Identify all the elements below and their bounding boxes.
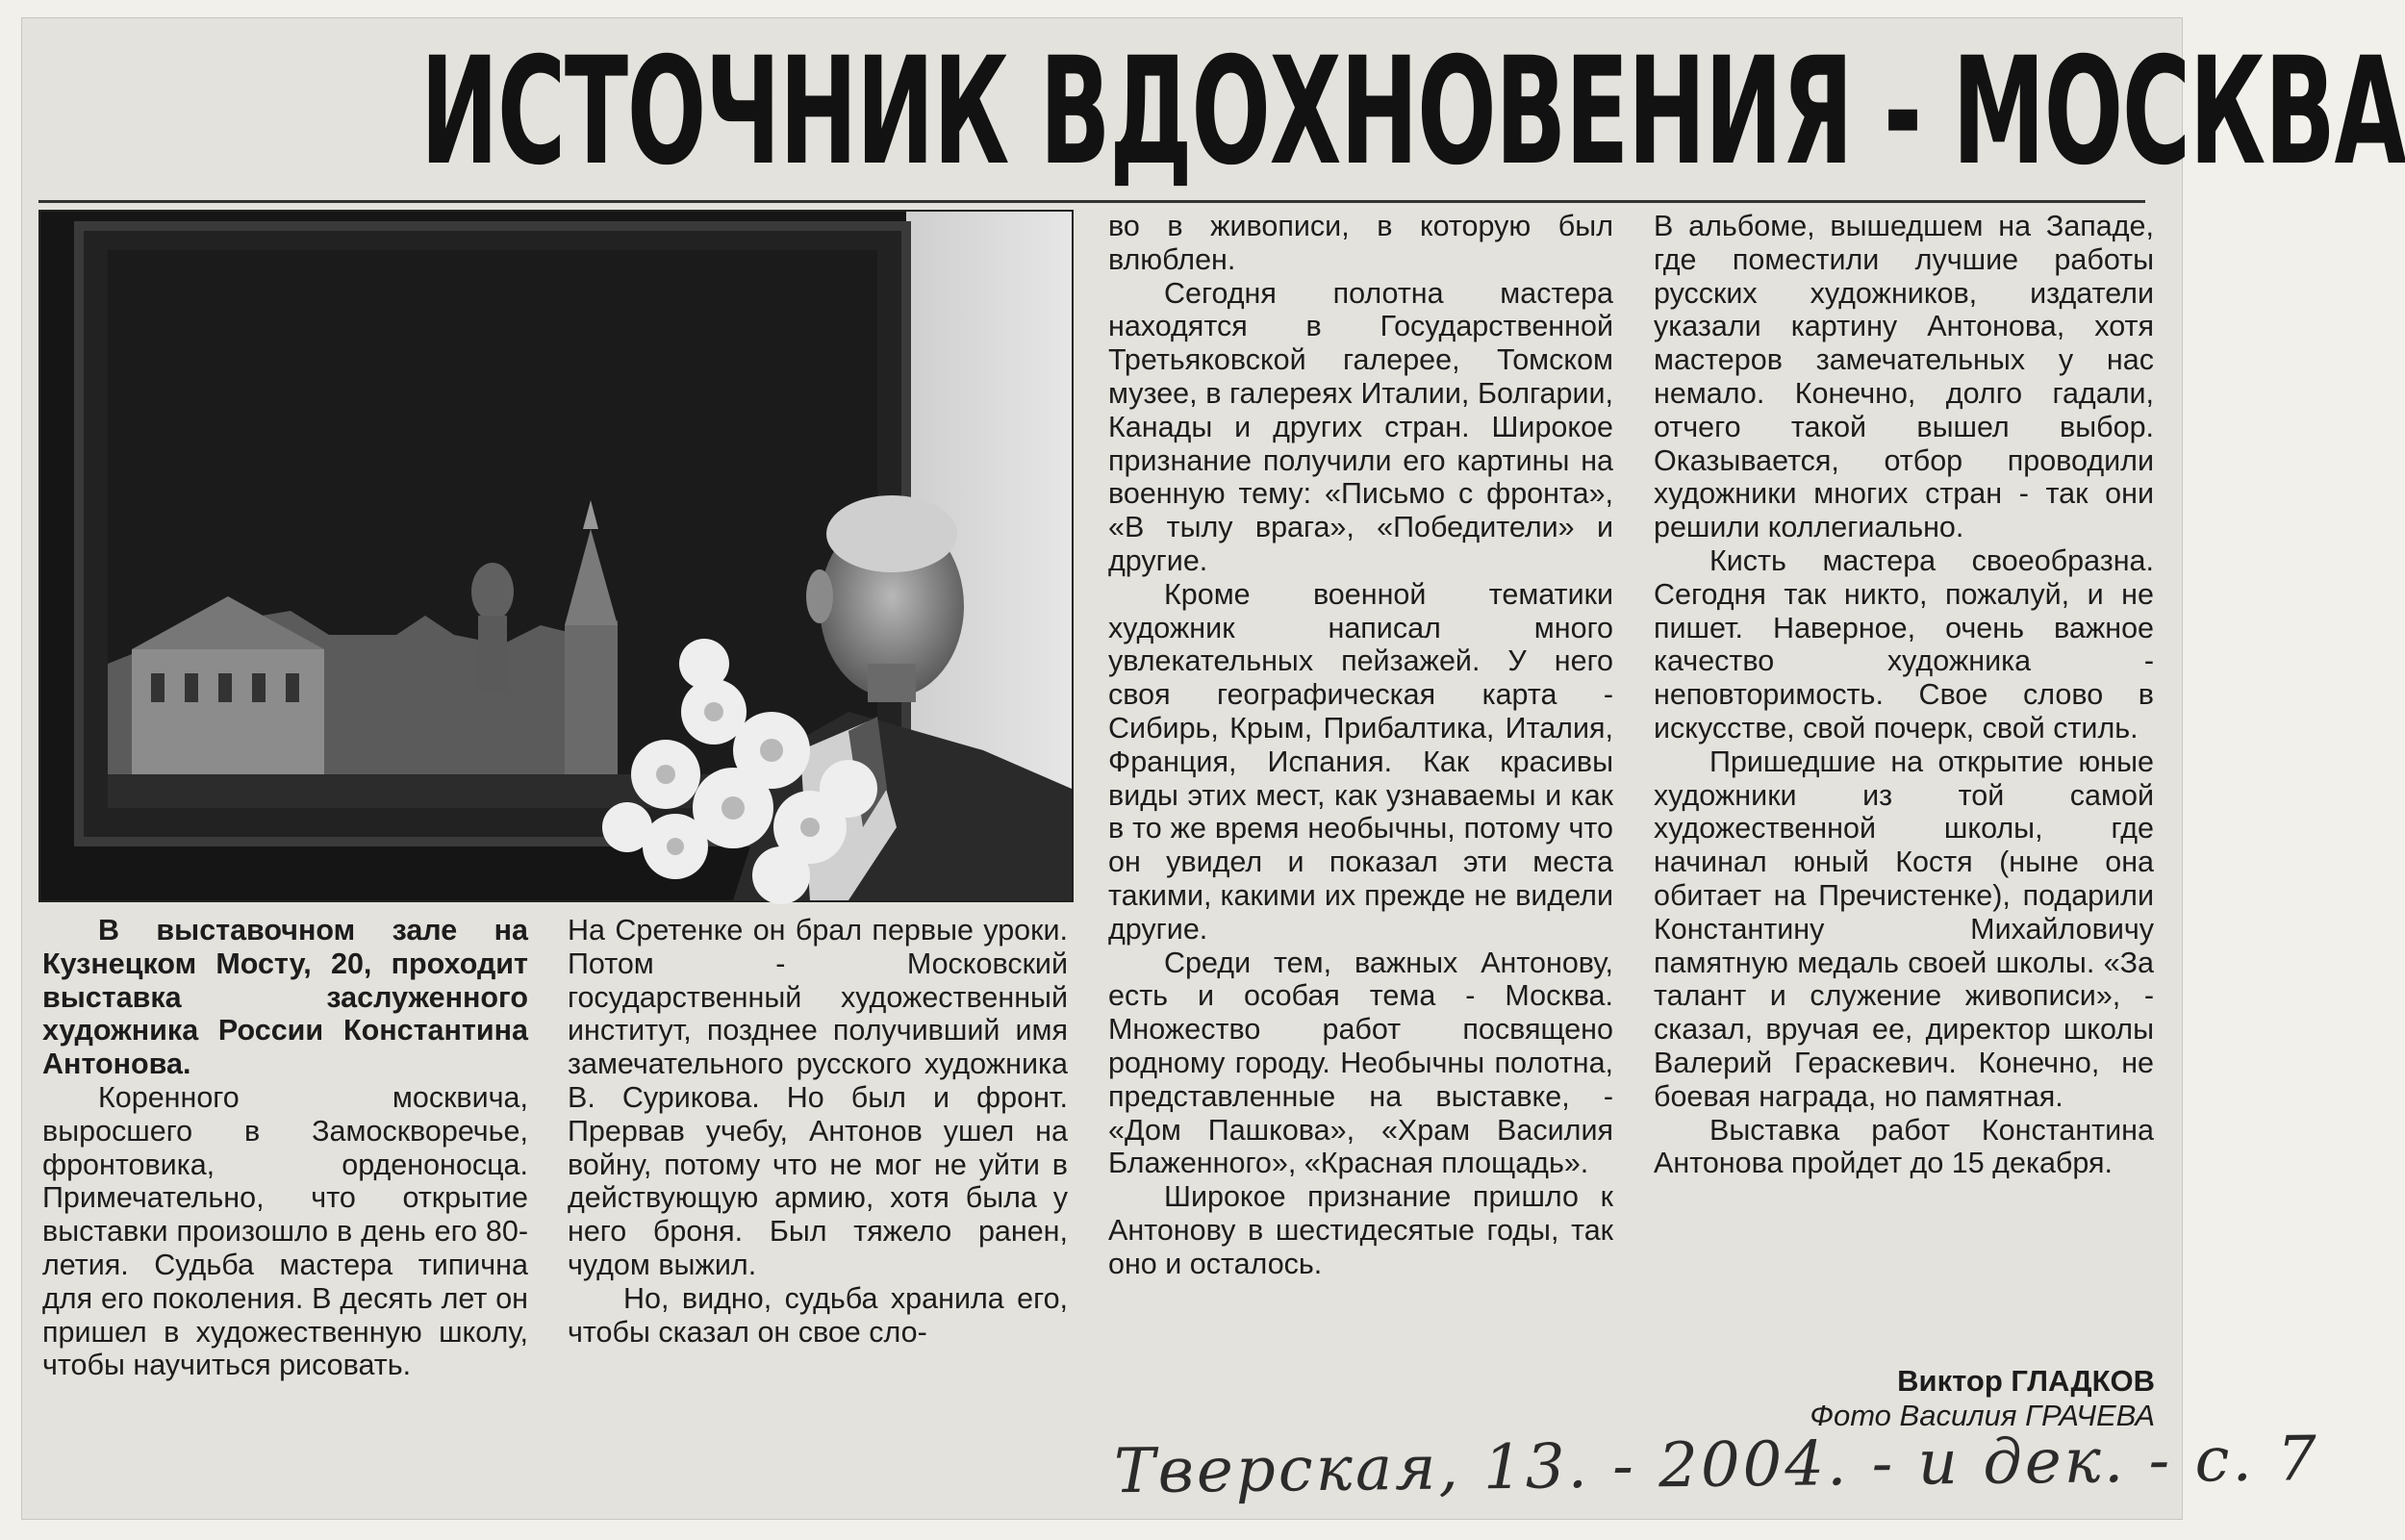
lead-paragraph: В выставочном зале на Кузнецком Мосту, 20, проходит выставка заслуженного художника России Константина Антонова. (42, 914, 528, 1081)
column-1 (42, 914, 528, 1382)
column-2 (568, 914, 1068, 1349)
body-paragraph: Коренного москвича, выросшего в Замоскворечье, фронтовика, орденоносца. Примечательно, что открытие выставки произошло в день его 80-летия. Судьба мастера типична для его поколения. В десять лет он пришел в художественную школу, чтобы научиться рисовать. (42, 1080, 528, 1382)
body-paragraph: Пришедшие на открытие юные художники из той самой художественной школы, где начинал юный Костя (ныне она обитает на Пречистенке), подарили Константину Михайловичу памятную медаль своей школы. «За талант и служение живописи», - сказал, вручая ее, директор школы Валерий Гераскевич. Конечно, не боевая награда, но памятная. (1654, 745, 2154, 1113)
column-3 (1108, 210, 1613, 1281)
column-4 (1654, 210, 2154, 1180)
author-name: Виктор ГЛАДКОВ (1897, 1364, 2155, 1398)
headline-rule (38, 200, 2145, 203)
article-photo (38, 210, 1074, 902)
body-paragraph: Выставка работ Константина Антонова пройдет до 15 декабря. (1654, 1113, 2154, 1180)
body-paragraph: Кисть мастера своеобразна. Сегодня так никто, пожалуй, и не пишет. Наверное, очень важное качество художника - неповторимость. Свое слово в искусстве, свой почерк, свой стиль. (1654, 543, 2154, 745)
body-paragraph: во в живописи, в которую был влюблен. (1108, 210, 1613, 276)
artist-with-flowers-photo (40, 212, 1072, 900)
headline: ИСТОЧНИК ВДОХНОВЕНИЯ - МОСКВА (420, 26, 2405, 198)
handwritten-source-note: Тверская, 13. - 2004. - и дек. - с. 7 (1113, 1424, 2320, 1508)
body-paragraph: Широкое признание пришло к Антонову в шестидесятые годы, так оно и осталось. (1108, 1180, 1613, 1280)
body-paragraph: Сегодня полотна мастера находятся в Государственной Третьяковской галерее, Томском музее, в галереях Италии, Болгарии, Канады и других стран. Широкое признание получили его картины на военную тему: «Письмо с фронта», «В тылу врага», «Победители» и другие. (1108, 276, 1613, 577)
body-paragraph: В альбоме, вышедшем на Западе, где поместили лучшие работы русских художников, издатели указали картину Антонова, хотя мастеров замечательных у нас немало. Конечно, долго гадали, отчего такой вышел выбор. Оказывается, отбор проводили художники многих стран - так они решили коллегиально. (1654, 210, 2154, 544)
body-paragraph: Среди тем, важных Антонову, есть и особая тема - Москва. Множество работ посвящено родному городу. Необычны полотна, представленные на выставке, - «Дом Пашкова», «Храм Василия Блаженного», «Красная площадь». (1108, 946, 1613, 1180)
body-paragraph: На Сретенке он брал первые уроки. Потом - Московский государственный художественный институт, позднее получивший имя замечательного русского художника В. Сурикова. Но был и фронт. Прервав учебу, Антонов ушел на войну, потому что не мог не уйти в действующую армию, хотя была у него броня. Был тяжело ранен, чудом выжил. (568, 914, 1068, 1281)
body-paragraph: Кроме военной тематики художник написал много увлекательных пейзажей. У него своя географическая карта - Сибирь, Крым, Прибалтика, Италия, Франция, Испания. Как красивы виды этих мест, как узнаваемы и как в то же время необычны, потому что он увидел и показал эти места такими, какими их прежде не видели другие. (1108, 577, 1613, 946)
body-paragraph: Но, видно, судьба хранила его, чтобы сказал он свое сло- (568, 1281, 1068, 1349)
photo-credit: Фото Василия ГРАЧЕВА (1810, 1399, 2155, 1432)
